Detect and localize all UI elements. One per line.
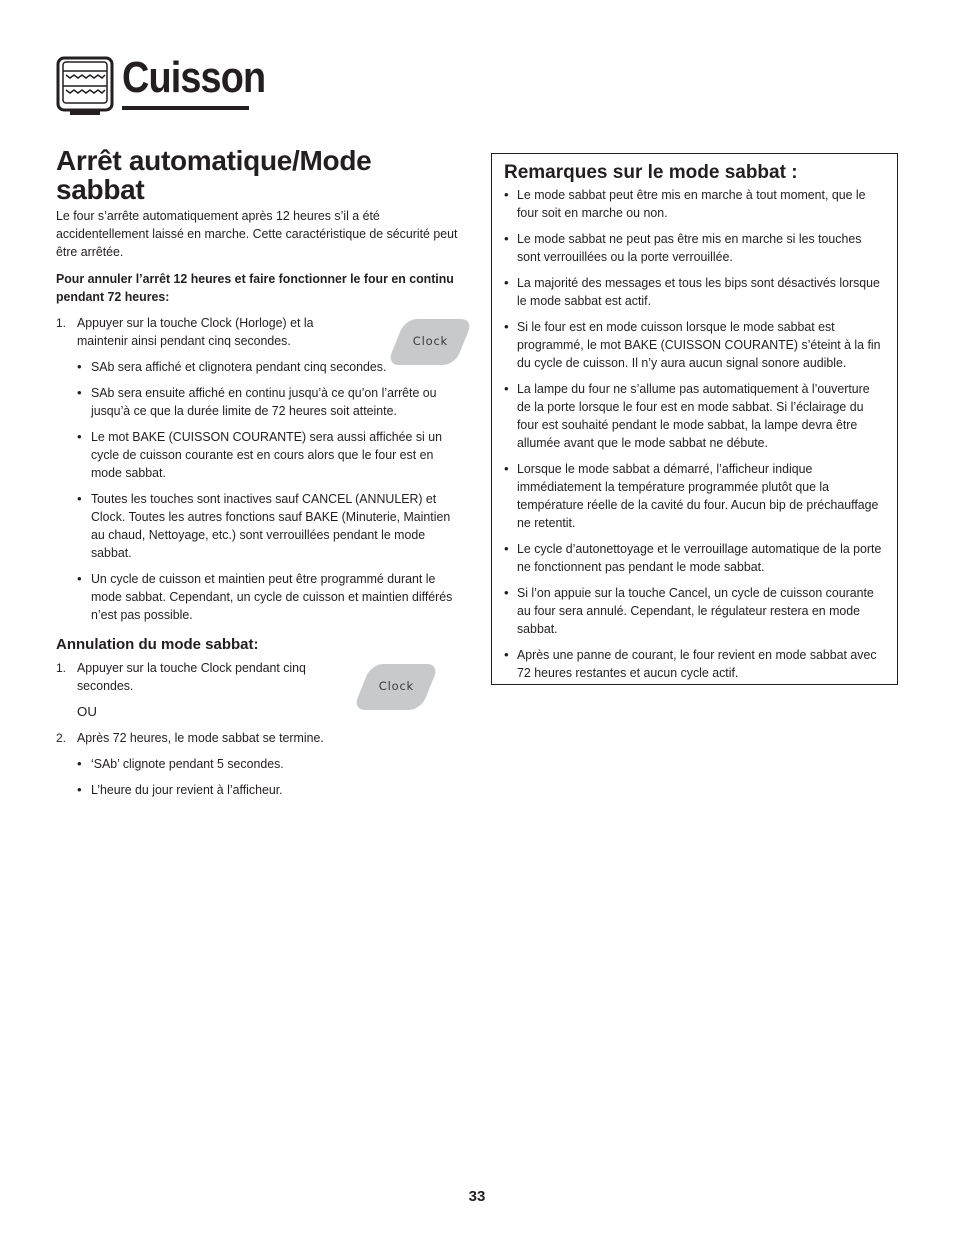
cancel-step-2 — [56, 729, 461, 747]
list-item: • Le cycle d’autonettoyage et le verrouillage automatique de la porte ne fonctionnent pas pendant le mode sabbat. — [504, 541, 882, 574]
step-number: 1. — [56, 661, 67, 675]
cancel-subtitle: Annulation du mode sabbat: — [56, 636, 259, 653]
step-number: 2. — [56, 731, 67, 745]
step-text: Appuyer sur la touche Clock pendant cinq secondes. — [77, 660, 306, 693]
list-item: • Si l’on appuie sur la touche Cancel, un cycle de cuisson courante au four sera annulé. Cependant, le régulateur restera en mode sabbat. — [504, 585, 874, 636]
cancel-step-1 — [56, 659, 332, 695]
list-item: • Un cycle de cuisson et maintien peut être programmé durant le mode sabbat. Cependant, un cycle de cuisson et maintien différés n’est pas possible. — [77, 571, 453, 622]
list-item: • Toutes les touches sont inactives sauf CANCEL (ANNULER) et Clock. Toutes les autres fonctions sauf BAKE (Minuterie, Maintien au chaud, Nettoyage, etc.) sont verrouillées pendant le mode sabbat. — [77, 491, 451, 560]
remarks-title: Remarques sur le mode sabbat : — [504, 162, 798, 183]
cancel-step-block — [56, 659, 461, 695]
clock-key-label: Clock — [412, 334, 449, 348]
sabbath-bullets — [56, 358, 461, 624]
remarks-box — [491, 153, 898, 685]
list-item: • La majorité des messages et tous les bips sont désactivés lorsque le mode sabbat est actif. — [504, 275, 880, 308]
list-item: • Le mode sabbat peut être mis en marche à tout moment, que le four soit en marche ou non. — [504, 187, 866, 220]
list-item: • La lampe du four ne s’allume pas automatiquement à l’ouverture de la porte lorsque le four est en mode sabbat. Si l’éclairage du four est souhaité pendant le mode sabbat, la lampe devra être allumée avant que le mode sabbat ne débute. — [504, 381, 870, 450]
page-number: 33 — [468, 1188, 486, 1205]
list-item: • Le mode sabbat ne peut pas être mis en marche si les touches sont verrouillées ou la porte verrouillée. — [504, 231, 862, 264]
page-header — [56, 52, 266, 112]
list-item: • ‘SAb’ clignote pendant 5 secondes. — [77, 756, 284, 771]
step-number: 1. — [56, 316, 67, 330]
title-rule — [122, 106, 249, 110]
list-item: • Si le four est en mode cuisson lorsque le mode sabbat est programmé, le mot BAKE (CUISSON COURANTE) s’éteint à la fin du cycle de cuisson. Il n’y aura aucun signal sonore audible. — [504, 319, 881, 370]
list-item: • Après une panne de courant, le four revient en mode sabbat avec 72 heures restantes et aucun cycle actif. — [504, 647, 877, 680]
step-1 — [56, 314, 347, 350]
intro-paragraph: Le four s’arrête automatiquement après 12 heures s’il a été accidentellement laissé en marche. Cette caractéristique de sécurité peut être arrêtée. — [56, 208, 458, 259]
clock-key-label: Clock — [378, 679, 415, 693]
remarks-list — [504, 186, 887, 682]
list-item: • SAb sera affiché et clignotera pendant cinq secondes. — [77, 359, 387, 374]
list-item: • L’heure du jour revient à l’afficheur. — [77, 782, 283, 797]
step-text: Appuyer sur la touche Clock (Horloge) et la maintenir ainsi pendant cinq secondes. — [77, 315, 314, 348]
step-text: Après 72 heures, le mode sabbat se termine. — [77, 730, 324, 745]
bold-instruction: Pour annuler l’arrêt 12 heures et faire fonctionner le four en continu pendant 72 heures: — [56, 271, 454, 304]
or-text: OU — [77, 704, 97, 719]
list-item: • Lorsque le mode sabbat a démarré, l’afficheur indique immédiatement la température programmée plutôt que la température réelle de la cavité du four. Aucun bip de préchauffage ne retentit. — [504, 461, 879, 530]
cancel-bullets — [56, 755, 461, 799]
list-item: • SAb sera ensuite affiché en continu jusqu’à ce qu’on l’arrête ou jusqu’à ce que la durée limite de 72 heures soit atteinte. — [77, 385, 437, 418]
left-column — [56, 146, 461, 799]
list-item: • Le mot BAKE (CUISSON COURANTE) sera aussi affichée si un cycle de cuisson courante est en cours alors que le four est en mode sabbat. — [77, 429, 442, 480]
chapter-title: Cuisson — [122, 53, 266, 102]
step-block — [56, 314, 461, 350]
section-title: Arrêt automatique/Mode sabbat — [56, 145, 372, 205]
oven-icon — [56, 56, 114, 116]
